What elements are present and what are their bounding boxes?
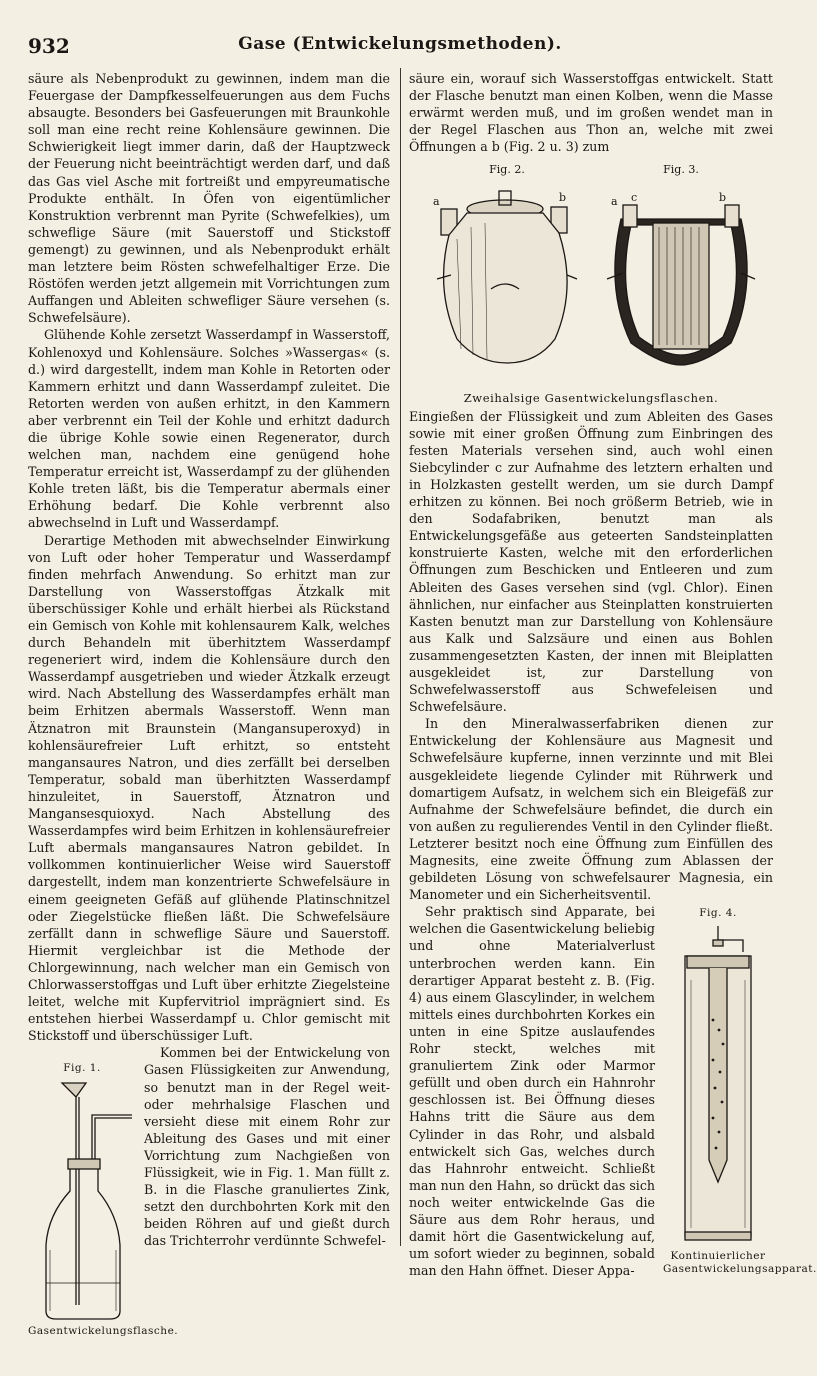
figure-caption: Gasentwickelungsflasche. (28, 1325, 179, 1338)
figure-1 (28, 1044, 179, 1374)
paragraph: säure ein, worauf sich Wasserstoffgas entwickelt. Statt der Flasche benutzt man einen Kolben, wenn die Masse erwärmt werden muß, und im großen wendet man in der Regel Flaschen aus Thon an, welche mit zwei Öffnungen a b (Fig. 2 u. 3) zum (409, 71, 773, 155)
left-column (28, 70, 390, 1376)
running-title: Gase (Entwickelungsmethoden). (238, 34, 562, 54)
figures-2-3 (409, 161, 773, 386)
figure-label: Fig. 1. (63, 1062, 101, 1075)
figure-3 (601, 161, 761, 368)
figure-label: Fig. 4. (699, 907, 737, 920)
gas-flask-illustration (28, 1075, 136, 1325)
figure-2 (427, 161, 587, 368)
svg-text:a: a (433, 194, 440, 208)
paragraph: säure als Nebenprodukt zu gewinnen, indem man die Feuergase der Dampfkesselfeuerungen aus dem Fuchs absaugte. Besonders bei Gasfeuerungen mit Braunkohle soll man eine recht reine Kohlensäure gewinnen. Die Schwierigkeit liegt immer darin, daß der Hauptzweck der Feuerung nicht beeinträchtigt werden darf, und daß das Gas viel Asche mit fortreißt und empyreumatische Produkte enthält. In Öfen von eigentümlicher Konstruktion verbrennt man Pyrite (Schwefelkies), um schweflige Säure (mit Sauerstoff und Stickstoff gemengt) zu gewinnen, und als Nebenprodukt erhält man letztere beim Rösten schwefelhaltiger Erze. Die Röstöfen werden jetzt allgemein mit Vorrichtungen zum Auffangen und Ableiten schwefliger Säure versehen (s. Schwefelsäure). (28, 71, 390, 326)
svg-text:c: c (631, 190, 638, 204)
svg-text:b: b (719, 190, 727, 204)
figure-caption: Kontinuierlicher Gasentwickelungsapparat. (663, 1250, 817, 1276)
figure-caption: Zweihalsige Gasentwickelungsflaschen. (463, 391, 719, 406)
paragraph: Sehr praktisch sind Apparate, bei welchen die Gasentwickelung beliebig und ohne Materialverlust unterbrochen werden kann. Ein derartiger Apparat besteht z. B. (Fig. 4) aus einem Glascylinder, in welchem mittels eines durchbohrten Korkes ein unten in eine Spitze auslaufendes Rohr steckt, welches mit granuliertem Zink oder Marmor gefüllt und oben durch ein Hahnrohr geschlossen ist. Bei Öffnung dieses Hahns tritt die Säure aus dem Cylinder in das Rohr, und alsbald entwickelt sich Gas, welches durch das Hahnrohr entweicht. Schließt man nun den Hahn, so drückt das sich noch weiter entwickelnde Gas die Säure aus dem Rohr heraus, und damit hört die Gasentwickelung auf, um sofort wieder zu beginnen, sobald man den Hahn öffnet. Dieser Appa- (409, 904, 655, 1279)
continuous-gas-apparatus-illustration (663, 920, 773, 1250)
two-neck-jar-illustration (427, 179, 587, 369)
paragraph: Glühende Kohle zersetzt Wasserdampf in Wasserstoff, Kohlenoxyd und Kohlensäure. Solches »Wassergas« (s. d.) wird dargestellt, indem man Kohle in Retorten oder Kammern erhitzt und dann Wasserdampf zuleitet. Die Retorten werden von außen erhitzt, in den Kammern aber verbrennt ein Teil der Kohle und erhitzt dadurch die übrige Kohle sowie einen Regenerator, durch welchen man, nachdem eine genügend hohe Temperatur erreicht ist, Wasserdampf zu der glühenden Kohle treten läßt, bis die Temperatur abermals einer Erhöhung bedarf. Die Kohle verbrennt also abwechselnd in Luft und Wasserdampf. (28, 327, 390, 531)
paragraph: Eingießen der Flüssigkeit und zum Ableiten des Gases sowie mit einer großen Öffnung zum Einbringen des festen Materials versehen sind, auch wohl einen Siebcylinder c zur Aufnahme des letztern erhalten und in Holzkasten gestellt werden, um sie durch Dampf erhitzen zu können. Bei noch größerm Betrieb, wie in den Sodafabriken, benutzt man als Entwickelungsgefäße aus geteerten Sandsteinplatten konstruierte Kasten, welche mit den erforderlichen Öffnungen zum Beschicken und Entleeren und zum Ableiten des Gases versehen sind (vgl. Chlor). Einen ähnlichen, nur einfacher aus Steinplatten konstruierten Kasten benutzt man zur Darstellung von Kohlensäure aus Kalk und Salzsäure und einen aus Bohlen zusammengesetzten Kasten, der innen mit Bleiplatten ausgekleidet ist, zur Darstellung von Schwefelwasserstoff aus Schwefeleisen und Schwefelsäure. (409, 408, 773, 715)
jar-section-illustration (601, 179, 761, 369)
right-column (409, 70, 817, 1305)
svg-text:a: a (611, 194, 618, 208)
paragraph: In den Mineralwasserfabriken dienen zur Entwickelung der Kohlensäure aus Magnesit und Schwefelsäure kupferne, innen verzinnte und mit Blei ausgekleidete liegende Cylinder mit Rührwerk und domartigem Aufsatz, in welchem sich ein Bleigefäß zur Aufnahme der Schwefelsäure befindet, die durch ein von außen zu regulierendes Ventil in den Cylinder fließt. Letzterer besitzt noch eine Öffnung zum Einfüllen des Magnesits, eine zweite Öffnung zum Ablassen der gebildeten Lösung von schwefelsaurer Magnesia, ein Manometer und ein Sicherheitsventil. (409, 716, 773, 903)
svg-text:b: b (559, 190, 567, 204)
paragraph: Kommen bei der Entwickelung von Gasen Flüssigkeiten zur Anwendung, so benutzt man in der Regel weit- oder mehrhalsige Flaschen und versieht diese mit einem Rohr zur Ableitung des Gases und mit einer Vorrichtung zum Nachgießen von Flüssigkeit, wie in Fig. 1. Man füllt z. B. in die Flasche granuliertes Zink, setzt den durchbohrten Kork mit den beiden Röhren auf und gießt durch das Trichterrohr verdünnte Schwefel- (144, 1045, 390, 1249)
figure-label: Fig. 3. (663, 163, 699, 177)
column-divider (400, 68, 401, 1246)
figure-4 (663, 903, 817, 1303)
page-header (28, 30, 772, 60)
figure-label: Fig. 2. (489, 163, 525, 177)
page-number: 932 (28, 34, 70, 58)
paragraph: Derartige Methoden mit abwechselnder Einwirkung von Luft oder hoher Temperatur und Wasserdampf finden mehrfach Anwendung. So erhitzt man zur Darstellung von Wasserstoffgas Ätzkalk mit überschüssiger Kohle und erhält hierbei als Rückstand ein Gemisch von Kohle mit kohlensaurem Kalk, welches durch Behandeln mit überhitztem Wasserdampf regeneriert wird, indem die Kohlensäure durch den Wasserdampf ausgetrieben und wieder Ätzkalk erzeugt wird. Nach Abstellung des Wasserdampfes erhält man beim Erhitzen abermals Wasserstoff. Wenn man Ätznatron mit Braunstein (Mangansuperoxyd) in kohlensäurefreier Luft erhitzt, so entsteht mangansaures Natron, und dies zerfällt bei derselben Temperatur, sobald man überhitzten Wasserdampf hinzuleitet, in Sauerstoff, Ätznatron und Mangansesquioxyd. Nach Abstellung des Wasserdampfes wird beim Erhitzen in kohlensäurefreier Luft abermals mangansaures Natron gebildet. In vollkommen kontinuierlicher Weise wird Sauerstoff dargestellt, indem man konzentrierte Schwefelsäure in einem geeigneten Gefäß auf glühende Platinschnitzel oder Ziegelstücke fließen läßt. Die Schwefelsäure zerfällt dann in schweflige Säure und Sauerstoff. Hiermit vergleichbar ist die Methode der Chlorgewinnung, nach welcher man ein Gemisch von Chlorwasserstoffgas und Luft über erhitzte Ziegelsteine leitet, welche mit Kupfervitriol imprägniert sind. Es entstehen hierbei Wasserdampf u. Chlor gemischt mit Stickstoff und überschüssiger Luft. (28, 532, 390, 1044)
